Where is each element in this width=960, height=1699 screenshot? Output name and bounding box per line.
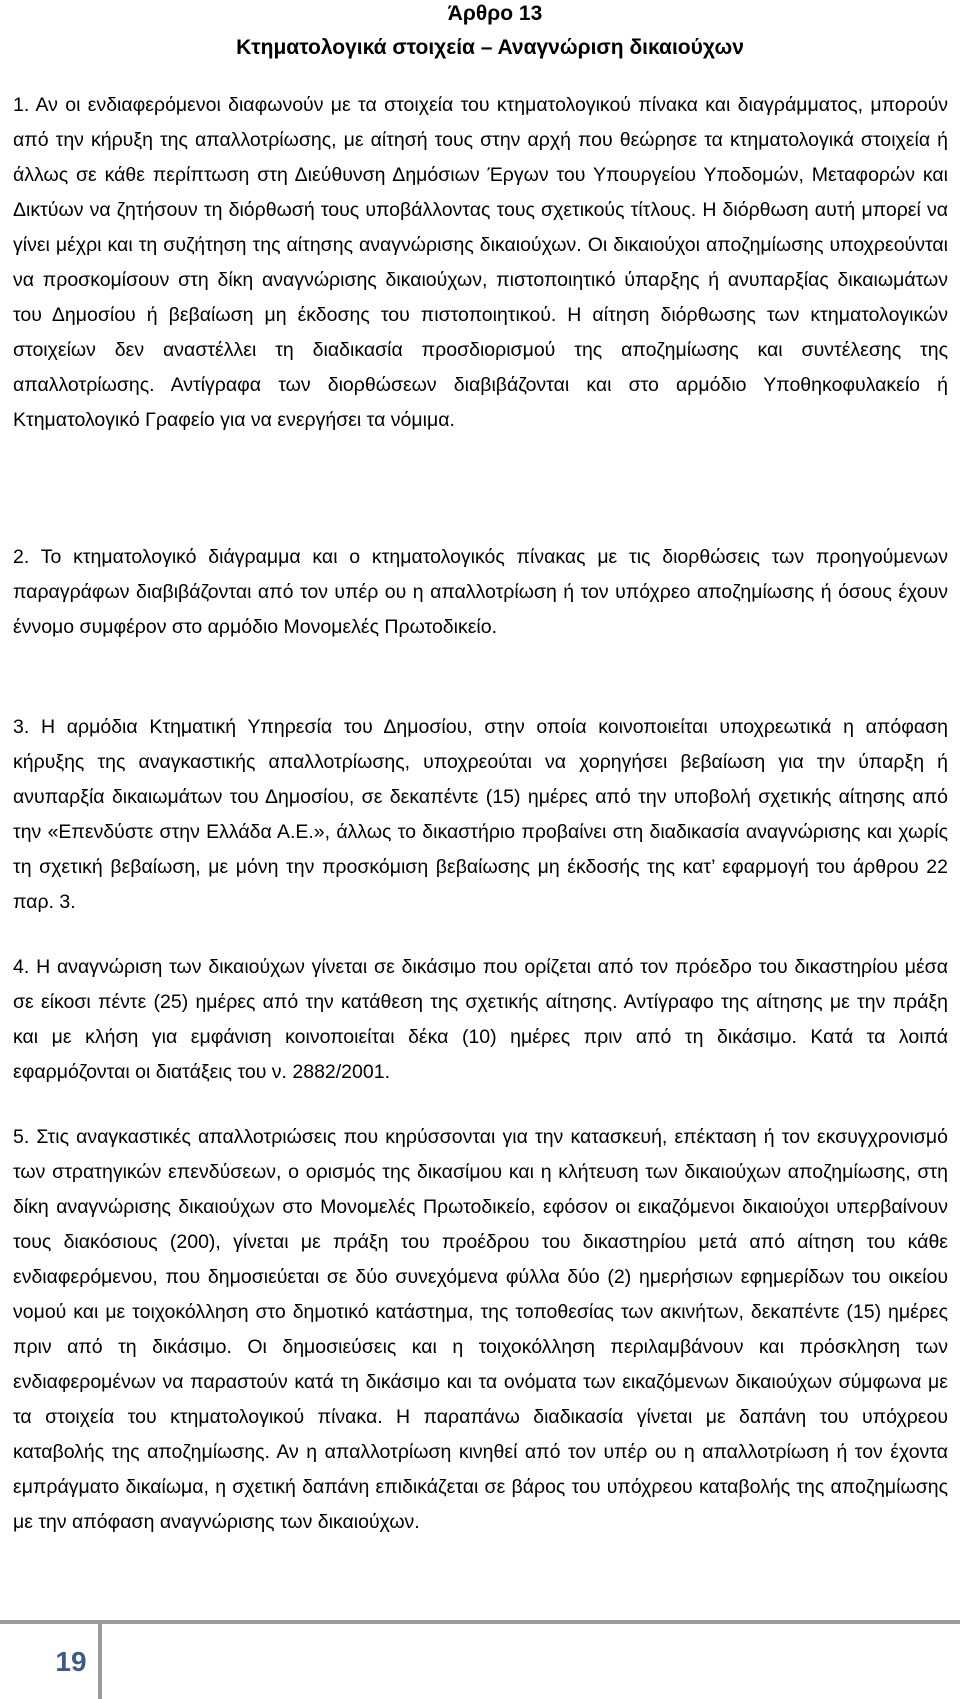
page-number-box (0, 1624, 102, 1699)
article-title: Κτηματολογικά στοιχεία – Αναγνώριση δικαιούχων (236, 36, 744, 59)
paragraph-3: 3. Η αρμόδια Κτηματική Υπηρεσία του Δημοσίου, στην οποία κοινοποιείται υποχρεωτικά η απόφαση κήρυξης της αναγκαστικής απαλλοτρίωσης, υποχρεούται να χορηγήσει βεβαίωση για την ύπαρξη ή ανυπαρξία δικαιωμάτων του Δημοσίου, σε δεκαπέντε (15) ημέρες από την υποβολή σχετικής αίτησης από την «Επενδύστε στην Ελλάδα Α.Ε.», άλλως το δικαστήριο προβαίνει στη διαδικασία αναγνώρισης και χωρίς τη σχετική βεβαίωση, με μόνη την προσκόμιση βεβαίωσης μη έκδοσής της κατ’ εφαρμογή του άρθρου 22 παρ. 3. (13, 716, 948, 913)
footer-divider (0, 1620, 960, 1624)
article-body (13, 88, 948, 1540)
page-number: 19 (55, 1646, 87, 1677)
paragraph-5: 5. Στις αναγκαστικές απαλλοτριώσεις που κηρύσσονται για την κατασκευή, επέκταση ή τον εκσυγχρονισμό των στρατηγικών επενδύσεων, ο ορισμός της δικασίμου και η κλήτευση των δικαιούχων αποζημίωσης, στη δίκη αναγνώρισης δικαιούχων στο Μονομελές Πρωτοδικείο, εφόσον οι εικαζόμενοι δικαιούχοι υπερβαίνουν τους διακόσιους (200), γίνεται με πράξη του προέδρου του δικαστηρίου μετά από αίτηση του κάθε ενδιαφερόμενου, που δημοσιεύεται σε δύο συνεχόμενα φύλλα δύο (2) ημερήσιων εφημερίδων του οικείου νομού και με τοιχοκόλληση στο δημοτικό κατάστημα, της τοποθεσίας των ακινήτων, δεκαπέντε (15) ημέρες πριν από τη δικάσιμο. Οι δημοσιεύσεις και η τοιχοκόλληση περιλαμβάνουν και πρόσκληση των ενδιαφερομένων να παραστούν κατά τη δικάσιμο και τα ονόματα των εικαζόμενων δικαιούχων σύμφωνα με τα στοιχεία του κτηματολογικού πίνακα. Η παραπάνω διαδικασία γίνεται με δαπάνη του υπόχρεου καταβολής της αποζημίωσης. Αν η απαλλοτρίωση κινηθεί από τον υπέρ ου η απαλλοτρίωση ή τον έχοντα εμπράγματο δικαίωμα, η σχετική δαπάνη επιδικάζεται σε βάρος του υπόχρεου καταβολής της αποζημίωσης με την απόφαση αναγνώρισης των δικαιούχων. (13, 1126, 948, 1533)
paragraph-1: 1. Αν οι ενδιαφερόμενοι διαφωνούν με τα στοιχεία του κτηματολογικού πίνακα και διαγράμματος, μπορούν από την κήρυξη της απαλλοτρίωσης, με αίτησή τους στην αρχή που θεώρησε τα κτηματολογικά στοιχεία ή άλλως σε κάθε περίπτωση στη Διεύθυνση Δημόσιων Έργων του Υπουργείου Υποδομών, Μεταφορών και Δικτύων να ζητήσουν τη διόρθωσή τους υποβάλλοντας τους σχετικούς τίτλους. Η διόρθωση αυτή μπορεί να γίνει μέχρι και τη συζήτηση της αίτησης αναγνώρισης δικαιούχων. Οι δικαιούχοι αποζημίωσης υποχρεούνται να προσκομίσουν στη δίκη αναγνώρισης δικαιούχων, πιστοποιητικό ύπαρξης ή ανυπαρξίας δικαιωμάτων του Δημοσίου ή βεβαίωση μη έκδοσης του πιστοποιητικού. Η αίτηση διόρθωσης των κτηματολογικών στοιχείων δεν αναστέλλει τη διαδικασία προσδιορισμού της αποζημίωσης και συντέλεσης της απαλλοτρίωσης. Αντίγραφα των διορθώσεων διαβιβάζονται και στο αρμόδιο Υποθηκοφυλακείο ή Κτηματολογικό Γραφείο για να ενεργήσει τα νόμιμα. (13, 94, 948, 431)
paragraph-4: 4. Η αναγνώριση των δικαιούχων γίνεται σε δικάσιμο που ορίζεται από τον πρόεδρο του δικαστηρίου μέσα σε είκοσι πέντε (25) ημέρες από την κατάθεση της σχετικής αίτησης. Αντίγραφο της αίτησης με την πράξη και με κλήση για εμφάνιση κοινοποιείται δέκα (10) ημέρες πριν από τη δικάσιμο. Κατά τα λοιπά εφαρμόζονται οι διατάξεις του ν. 2882/2001. (13, 956, 948, 1083)
paragraph-2: 2. Το κτηματολογικό διάγραμμα και ο κτηματολογικός πίνακας με τις διορθώσεις των προηγούμενων παραγράφων διαβιβάζονται από τον υπέρ ου η απαλλοτρίωση ή τον υπόχρεο αποζημίωσης ή όσους έχουν έννομο συμφέρον στο αρμόδιο Μονομελές Πρωτοδικείο. (13, 546, 948, 638)
title-block (0, 0, 960, 64)
article-number: Άρθρο 13 (447, 2, 543, 25)
